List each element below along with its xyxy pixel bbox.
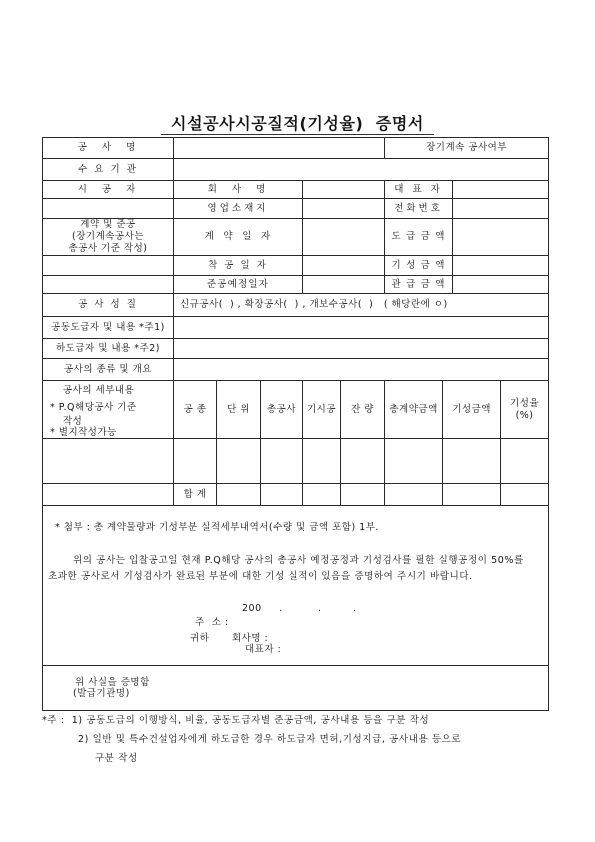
table-cell xyxy=(341,439,385,484)
column-header-work-item: 공 종 xyxy=(174,381,217,439)
contractor-label: 시 공 자 xyxy=(43,181,174,199)
request-paragraph-line: 위의 공사는 입찰공고일 현재 P.Q해당 공사의 총공사 예정공정과 기성검사를 필한 실행공정이 50%를 xyxy=(73,555,524,566)
work-nature-label: 공 사 성 질 xyxy=(43,294,174,317)
progress-amount-label: 기 성 금 액 xyxy=(385,256,453,276)
contract-date-value xyxy=(303,219,385,256)
work-type-label: 공사의 종류 및 개요 xyxy=(43,359,174,381)
phone-label: 전화번호 xyxy=(385,199,453,219)
contract-label-line: 총공사 기준 작성) xyxy=(68,243,148,254)
office-address-value xyxy=(303,199,385,219)
table-cell xyxy=(303,484,341,506)
start-date-label: 착 공 일 자 xyxy=(174,256,303,276)
contract-date-label: 계 약 일 자 xyxy=(174,219,303,256)
row-details-total xyxy=(43,484,549,506)
table-cell xyxy=(217,439,261,484)
row-subcontractor xyxy=(43,339,549,359)
row-contract-date xyxy=(43,219,549,256)
row-details-header xyxy=(43,381,549,439)
details-label-blank xyxy=(43,484,174,506)
certification-cell xyxy=(43,666,549,711)
row-office-address xyxy=(43,199,549,219)
details-label xyxy=(43,381,174,439)
row-company-name xyxy=(43,181,549,199)
row-work-nature xyxy=(43,294,549,317)
row-project-name xyxy=(43,138,549,159)
work-nature-options: 신규공사( ) , 확장공사( ) , 개보수공사( ) ( 해당란에 ㅇ) xyxy=(174,294,549,317)
document-title-text: 시설공사시공질적(기성율) 증명서 xyxy=(161,115,434,135)
total-label: 합 계 xyxy=(174,484,217,506)
table-cell xyxy=(443,439,501,484)
table-cell xyxy=(341,484,385,506)
contract-amount-label: 도 급 금 액 xyxy=(385,219,453,256)
supplied-amount-value xyxy=(453,276,549,294)
table-cell xyxy=(443,484,501,506)
table-cell xyxy=(385,484,443,506)
row-completion-date xyxy=(43,276,549,294)
row-start-date xyxy=(43,256,549,276)
representative-signature-label: 대표자 : xyxy=(245,644,282,655)
row-joint-contractor xyxy=(43,317,549,339)
column-header-progress-rate xyxy=(501,381,549,439)
column-header-total-work: 총공사 xyxy=(261,381,303,439)
joint-contractor-value xyxy=(174,317,549,339)
attachment-note: * 첨부 : 총 계약물량과 기성부분 실적세부내역서(수량 및 금액 포함) 1부. xyxy=(55,522,379,533)
progress-amount-value xyxy=(453,256,549,276)
office-address-label: 영업소재지 xyxy=(174,199,303,219)
footnote-2: 2) 일반 및 특수건설업자에게 하도급한 경우 하도급자 면허,기성지급, 공사내용 등으로 xyxy=(78,734,462,745)
table-cell xyxy=(261,484,303,506)
details-label-line: 작성 xyxy=(63,416,83,427)
project-name-value xyxy=(174,138,385,159)
row-details-data xyxy=(43,439,549,484)
row-request-statement xyxy=(43,506,549,666)
table-cell xyxy=(174,439,217,484)
completion-date-value xyxy=(303,276,385,294)
contract-label-line: 계약 및 준공 xyxy=(80,219,136,230)
table-cell xyxy=(501,439,549,484)
date-line: 200 . . . xyxy=(242,603,357,614)
table-cell xyxy=(303,439,341,484)
start-date-value xyxy=(303,256,385,276)
client-agency-label: 수 요 기 관 xyxy=(43,159,174,181)
client-agency-value xyxy=(174,159,549,181)
column-header-total-contract-amount: 총계약금액 xyxy=(385,381,443,439)
table-cell xyxy=(217,484,261,506)
details-label-line: 공사의 세부내용 xyxy=(63,385,135,396)
contract-completion-label xyxy=(43,219,174,256)
company-name-label: 회 사 명 xyxy=(174,181,303,199)
details-label-blank xyxy=(43,439,174,484)
table-cell xyxy=(501,484,549,506)
progress-rate-label: 기성율 xyxy=(510,397,540,409)
issuer-label: (발급기관명) xyxy=(73,688,130,699)
completion-date-label: 준공예정일자 xyxy=(174,276,303,294)
long-term-contract-label: 장기계속 공사여부 xyxy=(385,138,549,159)
row-work-type xyxy=(43,359,549,381)
footnote-2-continued: 구분 작성 xyxy=(95,753,138,764)
contract-amount-value xyxy=(453,219,549,256)
company-name-value xyxy=(303,181,385,199)
footnote-1: *주 : 1) 공동도급의 이행방식, 비율, 공동도급자별 준공금액, 공사내용 등을 구분 작성 xyxy=(42,715,430,726)
supplied-amount-label: 관 급 금 액 xyxy=(385,276,453,294)
document-title xyxy=(0,114,595,135)
request-statement-cell xyxy=(43,506,549,666)
details-label-line: * 별지작성가능 xyxy=(50,427,117,438)
column-header-completed: 기시공 xyxy=(303,381,341,439)
joint-contractor-label: 공동도급자 및 내용 *주1) xyxy=(43,317,174,339)
row-certification xyxy=(43,666,549,711)
work-type-value xyxy=(174,359,549,381)
certificate-form-table xyxy=(42,137,549,711)
request-paragraph-line: 초과한 공사로서 기성검사가 완료된 부분에 대한 기성 실적이 있음을 증명하여 주시기 바랍니다. xyxy=(48,571,473,582)
contract-label-line: (장기계속공사는 xyxy=(72,231,144,242)
address-label: 주 소 : xyxy=(195,617,229,628)
column-header-remaining: 잔 량 xyxy=(341,381,385,439)
progress-rate-unit: (%) xyxy=(515,409,534,421)
subcontractor-value xyxy=(174,339,549,359)
row-client-agency xyxy=(43,159,549,181)
recipient-label: 귀하 xyxy=(190,633,210,644)
contractor-label-blank xyxy=(43,199,174,219)
table-cell xyxy=(385,439,443,484)
subcontractor-label: 하도급자 및 내용 *주2) xyxy=(43,339,174,359)
contract-label-blank xyxy=(43,276,174,294)
company-name-signature-label: 회사명 : xyxy=(232,633,269,644)
representative-value xyxy=(453,181,549,199)
table-cell xyxy=(261,439,303,484)
column-header-unit: 단 위 xyxy=(217,381,261,439)
phone-value xyxy=(453,199,549,219)
column-header-progress-amount: 기성금액 xyxy=(443,381,501,439)
representative-label: 대 표 자 xyxy=(385,181,453,199)
details-label-line: * P.Q해당공사 기준 xyxy=(50,402,137,413)
contract-label-blank xyxy=(43,256,174,276)
certification-text: 위 사실을 증명함 xyxy=(75,677,150,688)
project-name-label: 공 사 명 xyxy=(43,138,174,159)
